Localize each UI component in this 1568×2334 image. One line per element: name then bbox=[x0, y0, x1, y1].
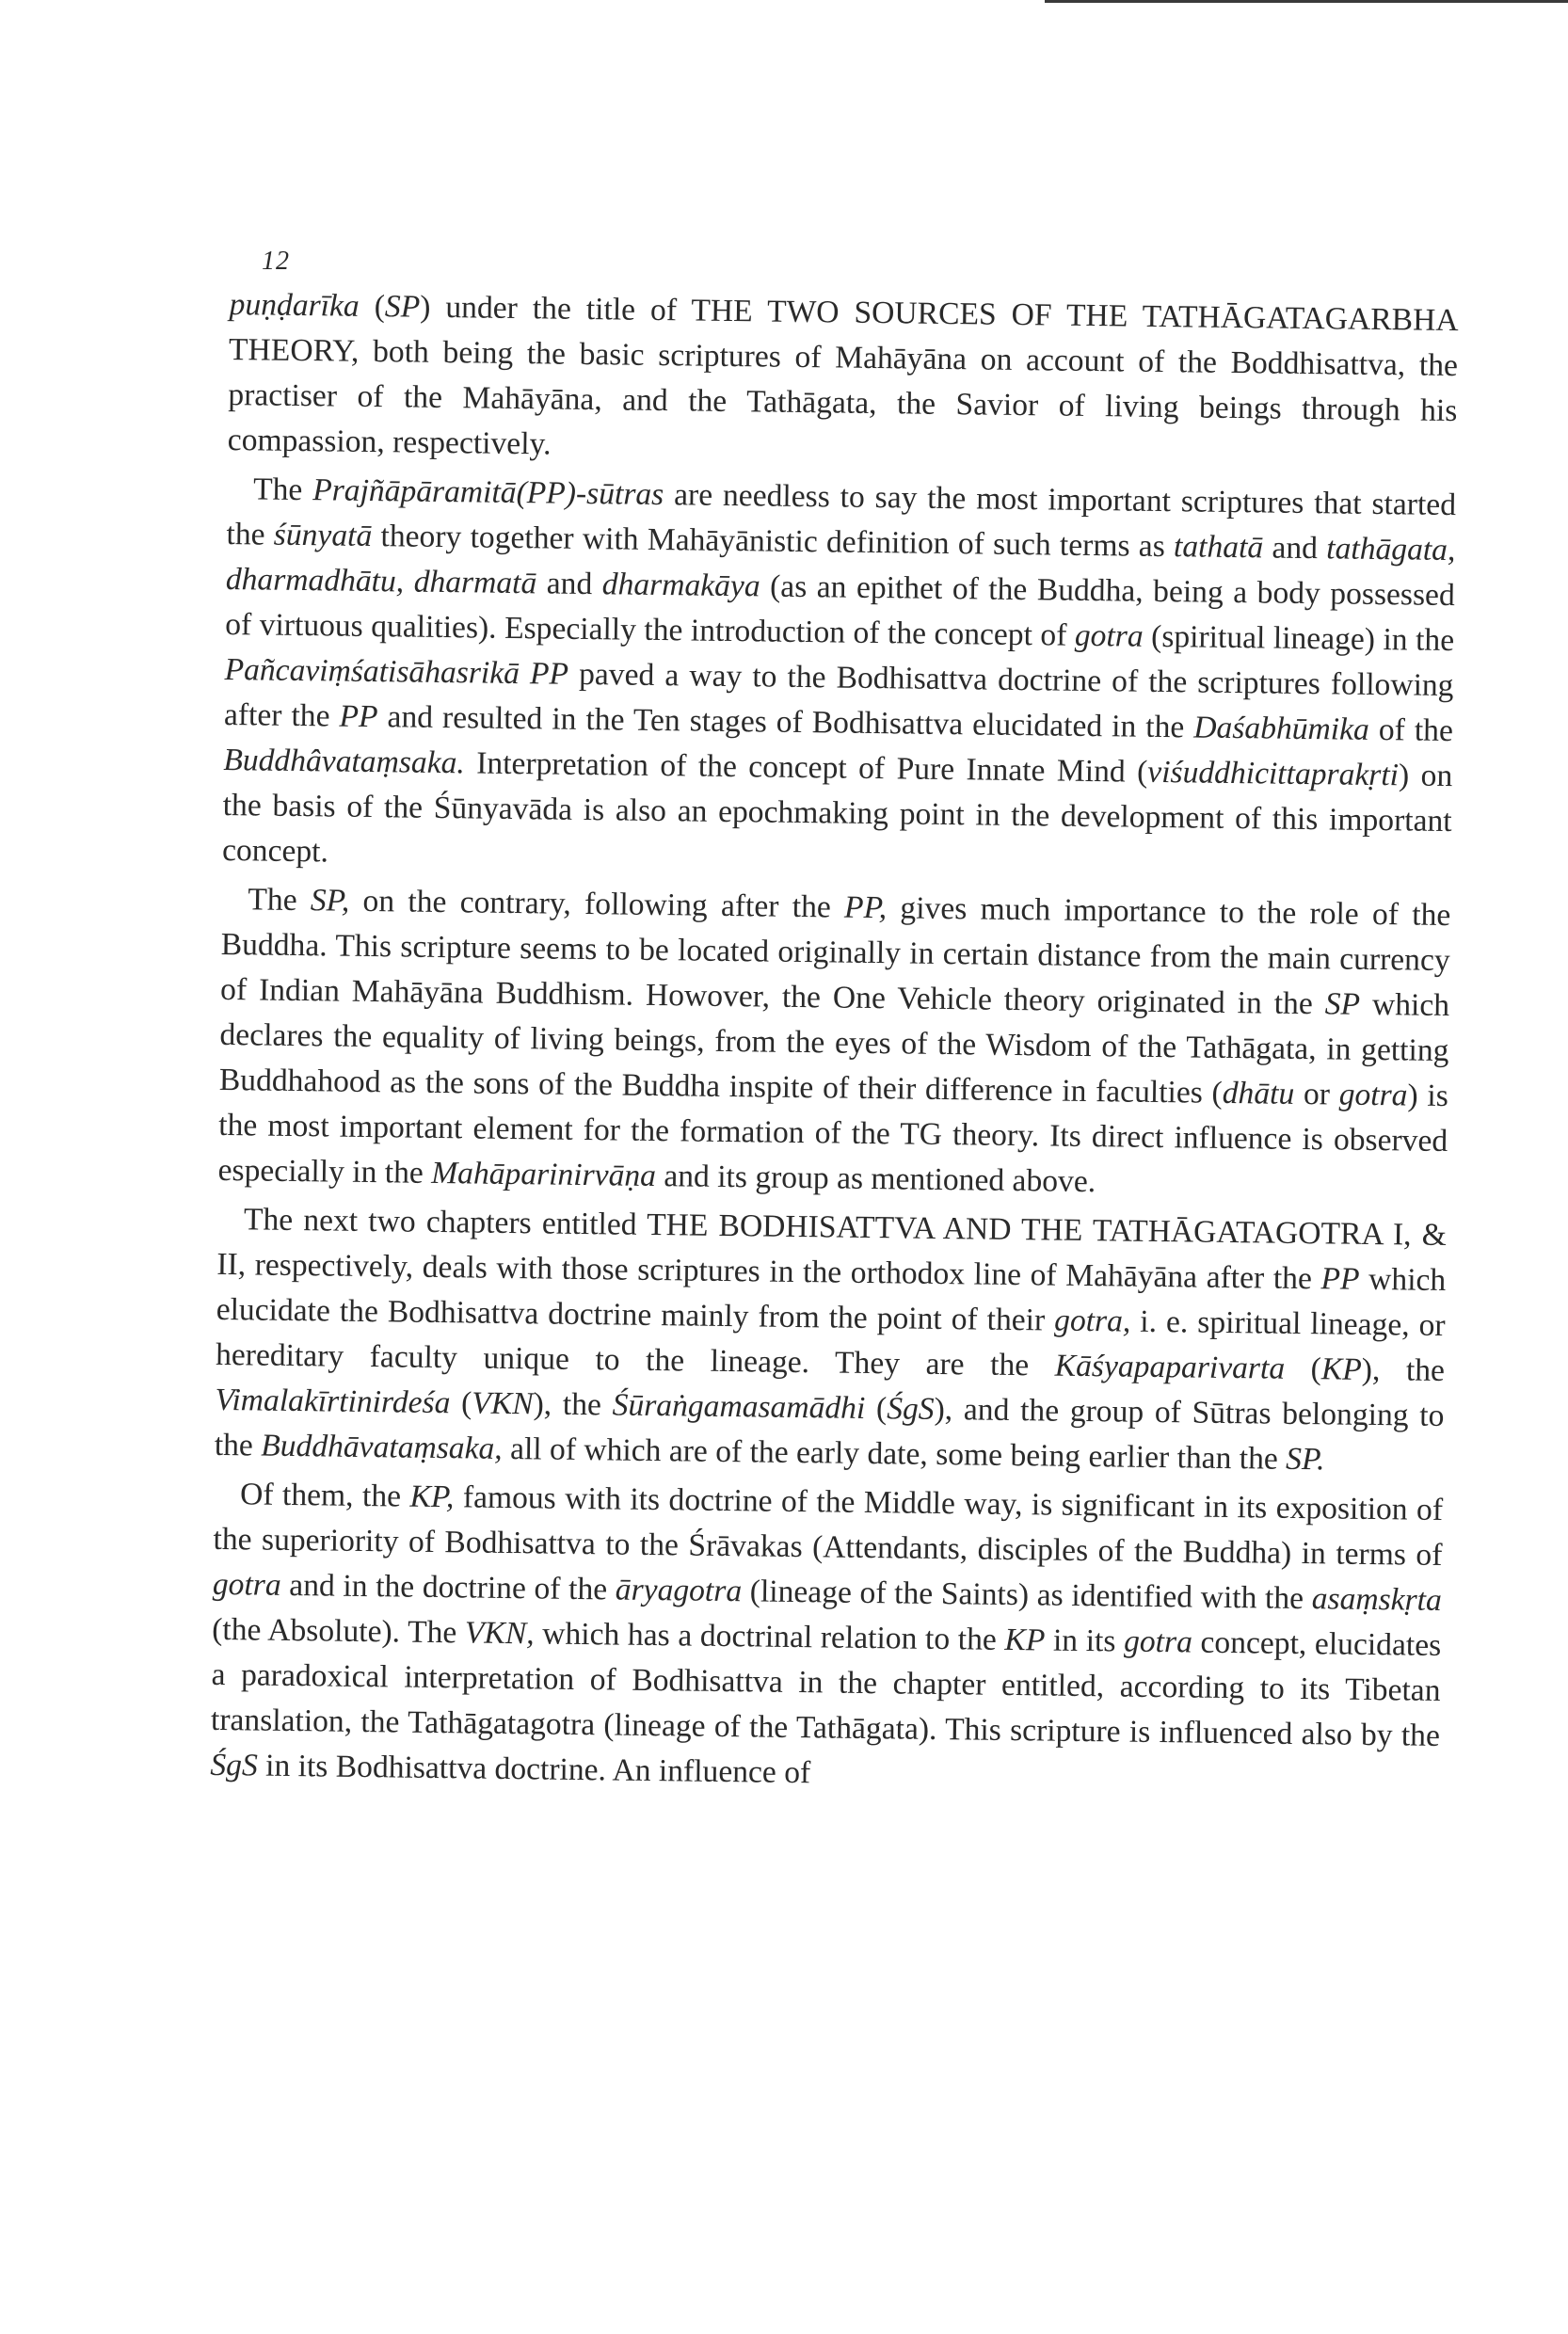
italic-term: gotra bbox=[1074, 617, 1144, 654]
italic-term: PP bbox=[339, 698, 378, 735]
text-run: ) under the title of THE TWO SOURCES OF THE TATHĀGATAGARBHA THEORY, both being the basic scriptures of Mahāyāna on account of the Boddhisattva, the practiser of the Mahāyāna, and the Tathāgata, the Savior of living beings through his compassion, respectively. bbox=[227, 289, 1459, 462]
italic-term: KP bbox=[1320, 1351, 1363, 1387]
italic-term: SP bbox=[384, 289, 421, 325]
text-run: ( bbox=[450, 1385, 472, 1421]
text-run: ( bbox=[1284, 1351, 1322, 1387]
paragraph bbox=[222, 467, 1457, 889]
text-run: ), the bbox=[1361, 1351, 1446, 1388]
italic-term: gotra bbox=[1123, 1623, 1193, 1660]
text-run: The next two chapters entitled THE BODHISATTVA AND THE TATHĀGATAGOTRA I, & II, respectively, deals with those scriptures in the orthodox line of Mahāyāna after the bbox=[216, 1202, 1448, 1297]
italic-term: Prajñāpāramitā(PP)-sūtras bbox=[312, 472, 664, 513]
text-run: ( bbox=[865, 1390, 888, 1427]
italic-term: asaṃskṛta bbox=[1311, 1581, 1443, 1618]
text-run: ), the bbox=[533, 1386, 613, 1423]
italic-term: PP, bbox=[843, 889, 888, 926]
italic-term: dharmakāya bbox=[601, 567, 760, 604]
text-run: in its bbox=[1045, 1623, 1125, 1659]
text-run: paved a way to the Bodhisattva doctrine of the scriptures following after the bbox=[223, 656, 1454, 734]
text-run: ) is the most important element for the formation of the TG theory. Its direct influence is observed especially in the bbox=[217, 1078, 1449, 1191]
text-run: are needless to say the most important scriptures that started the bbox=[226, 477, 1457, 552]
italic-term: tathatā bbox=[1173, 529, 1264, 566]
text-run: in its Bodhisattva doctrine. An influence of bbox=[257, 1748, 811, 1791]
italic-term: KP bbox=[1004, 1622, 1046, 1658]
italic-term: ŚgS bbox=[886, 1391, 935, 1427]
italic-term: VKN, bbox=[464, 1615, 535, 1652]
text-run: and bbox=[536, 566, 603, 602]
text-run: which declares the equality of living beings, from the eyes of the Wisdom of the Tathāgata, in getting Buddhahood as the sons of the Buddha inspite of their difference in faculties ( bbox=[218, 986, 1450, 1111]
italic-term: śūnyatā bbox=[273, 517, 373, 554]
text-run: The bbox=[248, 882, 312, 919]
text-run: which has a doctrinal relation to the bbox=[534, 1616, 1005, 1657]
italic-term: Buddhâvataṃsaka. bbox=[223, 742, 466, 781]
text-run: (as an epithet of the Buddha, being a body possessed of virtuous qualities). Especially the introduction of the concept of bbox=[224, 568, 1456, 653]
text-run: Interpretation of the concept of Pure Innate Mind ( bbox=[464, 745, 1148, 790]
text-run: ), and the group of Sūtras belonging to the bbox=[214, 1391, 1445, 1463]
text-run: and its group as mentioned above. bbox=[655, 1159, 1096, 1200]
italic-term: gotra, bbox=[1053, 1303, 1131, 1339]
page-number: 12 bbox=[262, 247, 290, 276]
italic-term: Mahāparinirvāṇa bbox=[430, 1155, 657, 1194]
italic-term: SP. bbox=[1285, 1441, 1325, 1478]
italic-term: āryagotra bbox=[615, 1572, 743, 1609]
italic-term: ŚgS bbox=[210, 1747, 258, 1783]
text-run: (lineage of the Saints) as identified with the bbox=[741, 1574, 1312, 1617]
italic-term: Pañcaviṃśatisāhasrikā PP bbox=[224, 651, 569, 692]
text-run: theory together with Mahāyānistic definition of such terms as bbox=[372, 519, 1175, 565]
text-run: concept, elucidates a paradoxical interpretation of Bodhisattva in the chapter entitled, according to its Tibetan translation, the Tathāgatagotra (lineage of the Tathāgata). This scripture is influenced also by the bbox=[210, 1624, 1442, 1753]
text-run: and bbox=[1262, 530, 1327, 567]
text-run: (the Absolute). The bbox=[212, 1611, 466, 1651]
italic-term: PP bbox=[1320, 1261, 1360, 1297]
text-run: and resulted in the Ten stages of Bodhisattva elucidated in the bbox=[377, 699, 1194, 745]
text-run: all of which are of the early date, some being earlier than the bbox=[502, 1431, 1287, 1477]
text-run: Of them, the bbox=[239, 1477, 410, 1514]
italic-term: VKN bbox=[472, 1385, 534, 1422]
text-run: which elucidate the Bodhisattva doctrine mainly from the point of their bbox=[216, 1261, 1447, 1338]
paragraph bbox=[217, 877, 1450, 1209]
italic-term: puṇḍarīka bbox=[229, 286, 360, 324]
text-run: i. e. spiritual lineage, or hereditary faculty unique to the lineage. They are the bbox=[215, 1303, 1446, 1383]
italic-term: gotra bbox=[1338, 1077, 1408, 1113]
italic-term: Śūraṅgamasamādhi bbox=[612, 1387, 866, 1426]
paragraph bbox=[227, 282, 1458, 479]
italic-term: Vimalakīrtinirdeśa bbox=[215, 1382, 451, 1421]
text-run: (spiritual lineage) in the bbox=[1143, 618, 1455, 659]
scan-edge-line bbox=[1045, 0, 1568, 3]
text-run: The bbox=[252, 472, 313, 508]
italic-term: gotra bbox=[212, 1566, 281, 1603]
text-run: famous with its doctrine of the Middle way, is significant in its exposition of the superiority of Bodhisattva to the Śrāvakas (Attendants, disciples of the Buddha) in terms of bbox=[213, 1479, 1444, 1573]
italic-term: dhātu bbox=[1222, 1075, 1295, 1111]
italic-term: SP bbox=[1324, 986, 1361, 1022]
body-text bbox=[210, 282, 1459, 1808]
text-run: ( bbox=[359, 288, 386, 325]
italic-term: Daśabhūmika bbox=[1193, 710, 1370, 747]
text-run: of the bbox=[1368, 711, 1454, 749]
paragraph bbox=[215, 1197, 1448, 1484]
text-run: ) on the basis of the Śūnyavāda is also an epochmaking point in the development of this important concept. bbox=[221, 758, 1453, 870]
text-run: and in the doctrine of the bbox=[280, 1567, 616, 1607]
italic-term: tathāgata, dharmadhātu, dharmatā bbox=[225, 531, 1456, 601]
italic-term: SP, bbox=[310, 883, 350, 919]
text-run: on the contrary, following after the bbox=[349, 883, 845, 925]
italic-term: Kāśyapaparivarta bbox=[1054, 1348, 1286, 1386]
paragraph bbox=[210, 1472, 1443, 1804]
text-run: gives much importance to the role of the Buddha. This scripture seems to be located originally in certain distance from the main currency of Indian Mahāyāna Buddhism. Howover, the One Vehicle theory originated in the bbox=[219, 890, 1451, 1022]
italic-term: Buddhāvataṃsaka, bbox=[261, 1428, 503, 1466]
italic-term: KP, bbox=[409, 1479, 455, 1515]
text-run: or bbox=[1294, 1076, 1339, 1112]
italic-term: viśuddhicittaprakṛti bbox=[1147, 754, 1400, 793]
